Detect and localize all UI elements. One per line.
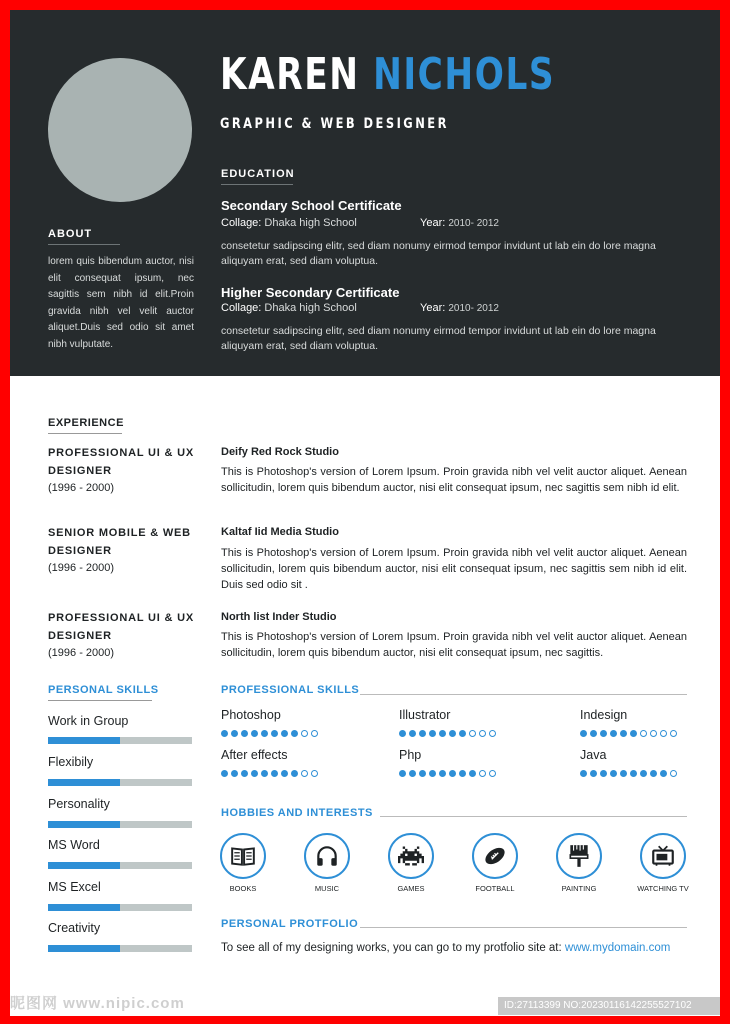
rating-dot-filled xyxy=(409,730,416,737)
last-name: NICHOLS xyxy=(373,49,556,100)
hobby-label: BOOKS xyxy=(229,884,257,893)
rating-dot-empty xyxy=(311,730,318,737)
divider xyxy=(360,927,687,928)
rating-dot-filled xyxy=(221,730,228,737)
headphones-icon xyxy=(314,843,340,869)
personal-skill-bar xyxy=(48,821,192,828)
rating-dot-filled xyxy=(469,770,476,777)
year-value: 2010- 2012 xyxy=(448,303,499,314)
rating-dot-filled xyxy=(610,770,617,777)
job-description: This is Photoshop's version of Lorem Ipsum. Proin gravida nibh vel velit auctor aliquet. Aenean sollicitudin, lorem quis bibendum auctor, nisi elit consequat ipsum, nec sagittis sem nibh id elit. xyxy=(221,466,687,494)
hobby-music xyxy=(287,833,367,893)
hobby-icon-circle xyxy=(388,833,434,879)
hobby-label: GAMES xyxy=(397,884,425,893)
job-years: (1996 - 2000) xyxy=(48,562,115,574)
pro-skill-rating xyxy=(221,770,318,777)
rating-dot-filled xyxy=(281,770,288,777)
hobby-games xyxy=(371,833,451,893)
rating-dot-empty xyxy=(489,770,496,777)
pro-skill-rating xyxy=(221,730,318,737)
rating-dot-empty xyxy=(479,730,486,737)
rating-dot-empty xyxy=(670,730,677,737)
book-icon xyxy=(230,843,256,869)
rating-dot-filled xyxy=(291,770,298,777)
hobby-icon-circle xyxy=(304,833,350,879)
rating-dot-filled xyxy=(241,770,248,777)
rating-dot-filled xyxy=(620,730,627,737)
college-value: Dhaka high School xyxy=(264,217,357,229)
rating-dot-filled xyxy=(231,770,238,777)
rating-dot-filled xyxy=(600,730,607,737)
personal-skill-name: Creativity xyxy=(48,921,101,935)
rating-dot-filled xyxy=(241,730,248,737)
profile-photo-placeholder xyxy=(48,58,192,202)
divider xyxy=(360,694,687,695)
rating-dot-filled xyxy=(399,730,406,737)
personal-skill-bar xyxy=(48,904,192,911)
rating-dot-filled xyxy=(409,770,416,777)
rating-dot-empty xyxy=(301,770,308,777)
personal-skill-bar-fill xyxy=(48,821,120,828)
rating-dot-filled xyxy=(281,730,288,737)
personal-skill-name: Flexibily xyxy=(48,755,94,769)
rating-dot-empty xyxy=(640,730,647,737)
watermark-left: 昵图网 www.nipic.com xyxy=(10,995,185,1012)
rating-dot-empty xyxy=(479,770,486,777)
education-title: Higher Secondary Certificate xyxy=(221,285,400,300)
job-subtitle: GRAPHIC & WEB DESIGNER xyxy=(220,116,449,132)
rating-dot-filled xyxy=(449,770,456,777)
football-icon xyxy=(482,843,508,869)
pro-skill-name: After effects xyxy=(221,748,288,762)
tv-icon xyxy=(650,843,676,869)
rating-dot-empty xyxy=(670,770,677,777)
rating-dot-filled xyxy=(419,730,426,737)
education-description: consetetur sadipscing elitr, sed diam nonumy eirmod tempor invidunt ut lab ein do lore magna aliquyam erat, sed diam voluptua. xyxy=(221,325,656,352)
job-company: Kaltaf Iid Media Studio xyxy=(221,526,339,538)
hobby-football xyxy=(455,833,535,893)
education-description: consetetur sadipscing elitr, sed diam nonumy eirmod tempor invidunt ut lab ein do lore magna aliquyam erat, sed diam voluptua. xyxy=(221,240,656,267)
rating-dot-filled xyxy=(439,730,446,737)
rating-dot-filled xyxy=(660,770,667,777)
rating-dot-empty xyxy=(301,730,308,737)
personal-skill-bar-fill xyxy=(48,945,120,952)
portfolio-link[interactable]: www.mydomain.com xyxy=(564,942,671,954)
job-title: PROFESSIONAL UI & UX DESIGNER xyxy=(48,612,194,642)
rating-dot-filled xyxy=(590,770,597,777)
hobby-icon-circle xyxy=(220,833,266,879)
rating-dot-filled xyxy=(590,730,597,737)
header-panel xyxy=(10,10,720,376)
rating-dot-filled xyxy=(271,770,278,777)
first-name: KAREN xyxy=(220,49,360,100)
rating-dot-filled xyxy=(399,770,406,777)
rating-dot-empty xyxy=(311,770,318,777)
pro-skill-rating xyxy=(399,770,496,777)
rating-dot-filled xyxy=(429,770,436,777)
pro-skill-rating xyxy=(399,730,496,737)
hobby-label: WATCHING TV xyxy=(637,884,689,893)
rating-dot-filled xyxy=(630,730,637,737)
portfolio-sentence: To see all of my designing works, you can go to my protfolio site at: xyxy=(221,942,565,954)
hobby-watching-tv xyxy=(623,833,703,893)
rating-dot-filled xyxy=(610,730,617,737)
job-company: Deify Red Rock Studio xyxy=(221,446,339,458)
education-meta xyxy=(221,302,701,314)
rating-dot-filled xyxy=(650,770,657,777)
rating-dot-filled xyxy=(231,730,238,737)
year-value: 2010- 2012 xyxy=(448,218,499,229)
year-field xyxy=(420,217,499,229)
pro-skill-rating xyxy=(580,770,677,777)
rating-dot-filled xyxy=(580,770,587,777)
personal-skill-bar xyxy=(48,737,192,744)
hobby-icon-circle xyxy=(472,833,518,879)
professional-skills-heading: PROFESSIONAL SKILLS xyxy=(221,684,360,696)
college-label: Collage: xyxy=(221,217,262,229)
pro-skill-name: Photoshop xyxy=(221,708,281,722)
education-heading: EDUCATION xyxy=(221,168,295,185)
job-years: (1996 - 2000) xyxy=(48,647,115,659)
rating-dot-empty xyxy=(469,730,476,737)
personal-skill-bar-fill xyxy=(48,904,120,911)
rating-dot-filled xyxy=(251,770,258,777)
paint-brush-icon xyxy=(566,843,592,869)
rating-dot-filled xyxy=(459,770,466,777)
hobbies-heading: HOBBIES AND INTERESTS xyxy=(221,807,373,819)
rating-dot-filled xyxy=(221,770,228,777)
pro-skill-name: Illustrator xyxy=(399,708,451,722)
rating-dot-filled xyxy=(459,730,466,737)
watermark-id: ID:27113399 NO:20230116142255527102 xyxy=(498,997,720,1015)
rating-dot-filled xyxy=(630,770,637,777)
personal-skill-bar-fill xyxy=(48,737,120,744)
rating-dot-filled xyxy=(261,730,268,737)
hobby-painting xyxy=(539,833,619,893)
personal-skill-bar-fill xyxy=(48,862,120,869)
personal-skill-bar-fill xyxy=(48,779,120,786)
job-title: PROFESSIONAL UI & UX DESIGNER xyxy=(48,447,194,477)
about-heading: ABOUT xyxy=(48,228,120,245)
rating-dot-filled xyxy=(449,730,456,737)
rating-dot-empty xyxy=(660,730,667,737)
pro-skill-name: Java xyxy=(580,748,607,762)
job-description: This is Photoshop's version of Lorem Ipsum. Proin gravida nibh vel velit auctor aliquet. Aenean sollicitudin, lorem quis bibendum auctor, nisi elit consequat ipsum, nec sagittis. xyxy=(221,631,687,659)
rating-dot-filled xyxy=(439,770,446,777)
hobby-label: PAINTING xyxy=(561,884,597,893)
year-field xyxy=(420,302,499,314)
divider xyxy=(380,816,687,817)
resume-page xyxy=(10,10,720,1016)
job-description: This is Photoshop's version of Lorem Ipsum. Proin gravida nibh vel velit auctor aliquet. Aenean sollicitudin, lorem quis bibendum auctor, nisi elit consequat ipsum, nec sagittis sem nibh id elit. Duis sed odio sit . xyxy=(221,547,687,591)
rating-dot-filled xyxy=(600,770,607,777)
pro-skill-name: Php xyxy=(399,748,422,762)
about-text: lorem quis bibendum auctor, nisi elit consequat ipsum, nec sagittis sem nibh id elit.Proin gravida nibh vel velit auctor aliquet.Duis sed odio sit amet nibh vulputate. xyxy=(48,256,194,350)
year-label: Year: xyxy=(420,217,446,229)
job-title: SENIOR MOBILE & WEB DESIGNER xyxy=(48,527,191,557)
personal-skill-bar xyxy=(48,779,192,786)
pro-skill-rating xyxy=(580,730,677,737)
hobby-label: FOOTBALL xyxy=(475,884,515,893)
job-company: North list Inder Studio xyxy=(221,611,337,623)
education-meta xyxy=(221,217,701,229)
hobby-icon-circle xyxy=(640,833,686,879)
portfolio-text xyxy=(221,942,670,954)
personal-skill-name: MS Word xyxy=(48,838,100,852)
experience-heading: EXPERIENCE xyxy=(48,417,124,434)
space-invader-icon xyxy=(398,843,424,869)
rating-dot-empty xyxy=(650,730,657,737)
candidate-name xyxy=(220,50,555,100)
personal-skill-bar xyxy=(48,862,192,869)
college-value: Dhaka high School xyxy=(264,302,357,314)
personal-skill-bar xyxy=(48,945,192,952)
college-label: Collage: xyxy=(221,302,262,314)
personal-skill-name: MS Excel xyxy=(48,880,101,894)
rating-dot-filled xyxy=(291,730,298,737)
personal-skill-name: Personality xyxy=(48,797,110,811)
hobby-books xyxy=(203,833,283,893)
pro-skill-name: Indesign xyxy=(580,708,628,722)
rating-dot-filled xyxy=(251,730,258,737)
rating-dot-filled xyxy=(620,770,627,777)
rating-dot-filled xyxy=(580,730,587,737)
portfolio-heading: PERSONAL PROTFOLIO xyxy=(221,918,359,930)
rating-dot-filled xyxy=(261,770,268,777)
job-years: (1996 - 2000) xyxy=(48,482,115,494)
rating-dot-empty xyxy=(489,730,496,737)
personal-skill-name: Work in Group xyxy=(48,714,129,728)
rating-dot-filled xyxy=(429,730,436,737)
education-title: Secondary School Certificate xyxy=(221,198,402,213)
rating-dot-filled xyxy=(640,770,647,777)
hobby-icon-circle xyxy=(556,833,602,879)
rating-dot-filled xyxy=(271,730,278,737)
personal-skills-heading: PERSONAL SKILLS xyxy=(48,684,159,701)
year-label: Year: xyxy=(420,302,446,314)
hobby-label: MUSIC xyxy=(314,884,340,893)
rating-dot-filled xyxy=(419,770,426,777)
